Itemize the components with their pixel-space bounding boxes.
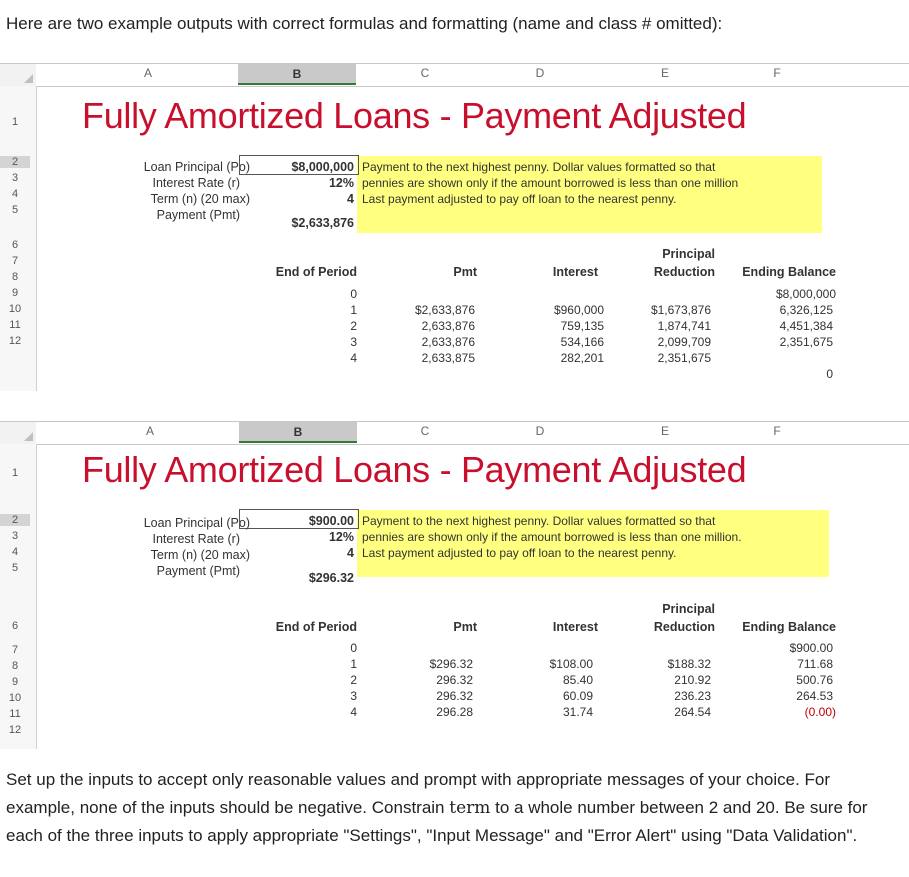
- cell-period: 4: [350, 351, 357, 365]
- row-number[interactable]: 3: [11, 530, 19, 542]
- cell-balance: 4,451,384: [779, 319, 833, 333]
- row-number[interactable]: 6: [11, 239, 19, 251]
- cell-principal: 236.23: [674, 689, 711, 703]
- header-reduction: Reduction: [653, 265, 715, 279]
- row-number[interactable]: 1: [11, 467, 19, 479]
- cell-principal: 2,351,675: [657, 351, 711, 365]
- col-header-a[interactable]: A: [143, 66, 152, 80]
- input-term[interactable]: 4: [347, 192, 354, 206]
- intro-text: Here are two example outputs with correct formulas and formatting (name and class # omitted):: [6, 14, 723, 33]
- note-line: pennies are shown only if the amount borrowed is less than one million.: [362, 530, 742, 544]
- header-ending-balance: Ending Balance: [742, 265, 836, 279]
- output-payment: $2,633,876: [291, 216, 354, 230]
- cell-balance: $8,000,000: [775, 287, 836, 301]
- cell-pmt: 296.32: [436, 689, 473, 703]
- row-number[interactable]: 11: [9, 319, 21, 331]
- sheet-title: Fully Amortized Loans - Payment Adjusted: [82, 95, 747, 136]
- row-number[interactable]: 7: [11, 255, 19, 267]
- note-line: pennies are shown only if the amount borrowed is less than one million: [362, 176, 739, 190]
- row-number[interactable]: 8: [11, 271, 19, 283]
- input-loan-principal[interactable]: $900.00: [308, 514, 354, 528]
- header-interest: Interest: [552, 265, 598, 279]
- col-header-c[interactable]: C: [420, 66, 430, 80]
- col-header-c[interactable]: C: [420, 424, 430, 438]
- row-number[interactable]: 5: [11, 562, 19, 574]
- row-number[interactable]: 5: [11, 204, 19, 216]
- header-end-of-period: End of Period: [275, 265, 357, 279]
- cell-balance: 2,351,675: [779, 335, 833, 349]
- instructions-part-1: Set up the inputs to accept only reasonable values and prompt with appropriate messages of your choice. For example, none of the inputs should be negative. Constrain: [6, 770, 831, 817]
- note-line: Last payment adjusted to pay off loan to the nearest penny.: [362, 546, 677, 560]
- row-number[interactable]: 4: [11, 188, 19, 200]
- row-number[interactable]: 10: [8, 303, 22, 315]
- input-interest-rate[interactable]: 12%: [328, 176, 354, 190]
- select-all-corner[interactable]: [0, 422, 36, 444]
- row-number[interactable]: 2: [0, 156, 30, 168]
- row-number[interactable]: 6: [11, 620, 19, 632]
- cell-period: 1: [350, 657, 357, 671]
- cell-interest: 31.74: [562, 705, 593, 719]
- row-number[interactable]: 1: [11, 116, 19, 128]
- cell-balance: 264.53: [796, 689, 833, 703]
- header-pmt: Pmt: [453, 620, 477, 634]
- header-end-of-period: End of Period: [275, 620, 357, 634]
- label-loan-principal: Loan Principal (Po): [143, 516, 250, 530]
- cell-period: 2: [350, 319, 357, 333]
- cell-period: 1: [350, 303, 357, 317]
- sheet-title: Fully Amortized Loans - Payment Adjusted: [82, 449, 747, 490]
- term-word: term: [449, 797, 491, 818]
- header-reduction: Reduction: [653, 620, 715, 634]
- cell-principal: $1,673,876: [650, 303, 711, 317]
- cell-balance: 6,326,125: [779, 303, 833, 317]
- cell-interest: $960,000: [553, 303, 604, 317]
- row-number[interactable]: 12: [8, 724, 22, 736]
- note-line: Payment to the next highest penny. Dollar values formatted so that: [362, 514, 716, 528]
- col-header-d[interactable]: D: [535, 66, 545, 80]
- row-number[interactable]: 3: [11, 172, 19, 184]
- column-header-bar: [0, 421, 909, 445]
- header-ending-balance: Ending Balance: [742, 620, 836, 634]
- row-number[interactable]: 9: [11, 287, 19, 299]
- col-header-e[interactable]: E: [660, 424, 669, 438]
- row-number[interactable]: 2: [0, 514, 30, 526]
- cell-pmt: 296.28: [436, 705, 473, 719]
- header-principal: Principal: [662, 247, 715, 261]
- cell-pmt: 296.32: [436, 673, 473, 687]
- header-interest: Interest: [552, 620, 598, 634]
- cell-balance: 711.68: [797, 657, 833, 671]
- cell-pmt: $2,633,876: [414, 303, 475, 317]
- col-header-d[interactable]: D: [535, 424, 545, 438]
- col-header-f[interactable]: F: [773, 424, 781, 438]
- label-payment: Payment (Pmt): [156, 564, 240, 578]
- col-header-e[interactable]: E: [660, 66, 669, 80]
- row-header-bar: [0, 86, 37, 391]
- input-term[interactable]: 4: [347, 546, 354, 560]
- cell-period: 3: [350, 689, 357, 703]
- instructions-part-2: to a whole number between 2 and 20. Be sure for each of the three inputs to apply appropriate "Settings", "Input Message" and "Error Alert" using "Data Validation".: [6, 797, 868, 845]
- label-loan-principal: Loan Principal (Po): [143, 160, 250, 174]
- col-header-b[interactable]: B: [238, 64, 356, 85]
- cell-balance: 0: [826, 367, 833, 381]
- cell-period: 3: [350, 335, 357, 349]
- cell-period: 0: [350, 287, 357, 301]
- row-header-bar: [0, 444, 37, 749]
- cell-principal: 1,874,741: [657, 319, 711, 333]
- cell-interest: 60.09: [562, 689, 593, 703]
- col-header-f[interactable]: F: [773, 66, 781, 80]
- instructions-paragraph: [6, 766, 896, 850]
- cell-period: 4: [350, 705, 357, 719]
- cell-principal: 264.54: [674, 705, 711, 719]
- cell-interest: 534,166: [560, 335, 604, 349]
- note-line: Last payment adjusted to pay off loan to the nearest penny.: [362, 192, 677, 206]
- col-header-b[interactable]: B: [239, 422, 357, 443]
- spreadsheet-example-2: [0, 413, 909, 749]
- label-interest-rate: Interest Rate (r): [152, 176, 240, 190]
- row-number[interactable]: 12: [8, 335, 22, 347]
- cell-interest: 759,135: [560, 319, 604, 333]
- cell-balance-negative: (0.00): [804, 705, 836, 719]
- label-term: Term (n) (20 max): [150, 192, 250, 206]
- cell-pmt: 2,633,875: [421, 351, 475, 365]
- spreadsheet-example-1: [0, 55, 909, 391]
- output-payment: $296.32: [308, 571, 354, 585]
- col-header-a[interactable]: A: [145, 424, 154, 438]
- cell-balance: 500.76: [796, 673, 833, 687]
- input-interest-rate[interactable]: 12%: [328, 530, 354, 544]
- row-number[interactable]: 11: [9, 708, 21, 720]
- select-all-corner[interactable]: [0, 64, 36, 86]
- cell-principal: 2,099,709: [657, 335, 711, 349]
- cell-principal: 210.92: [674, 673, 711, 687]
- label-interest-rate: Interest Rate (r): [152, 532, 240, 546]
- note-line: Payment to the next highest penny. Dollar values formatted so that: [362, 160, 716, 174]
- input-loan-principal[interactable]: $8,000,000: [291, 160, 354, 174]
- cell-interest: $108.00: [549, 657, 593, 671]
- label-payment: Payment (Pmt): [156, 208, 240, 222]
- cell-period: 0: [350, 641, 357, 655]
- row-number[interactable]: 9: [11, 676, 19, 688]
- column-header-bar: [0, 63, 909, 87]
- cell-pmt: 2,633,876: [421, 319, 475, 333]
- cell-interest: 282,201: [560, 351, 604, 365]
- label-term: Term (n) (20 max): [150, 548, 250, 562]
- cell-interest: 85.40: [562, 673, 593, 687]
- cell-pmt: 2,633,876: [421, 335, 475, 349]
- cell-period: 2: [350, 673, 357, 687]
- row-number[interactable]: 10: [8, 692, 22, 704]
- header-principal: Principal: [662, 602, 715, 616]
- cell-pmt: $296.32: [429, 657, 473, 671]
- cell-principal: $188.32: [667, 657, 711, 671]
- row-number[interactable]: 4: [11, 546, 19, 558]
- row-number[interactable]: 7: [11, 644, 19, 656]
- row-number[interactable]: 8: [11, 660, 19, 672]
- header-pmt: Pmt: [453, 265, 477, 279]
- cell-balance: $900.00: [789, 641, 833, 655]
